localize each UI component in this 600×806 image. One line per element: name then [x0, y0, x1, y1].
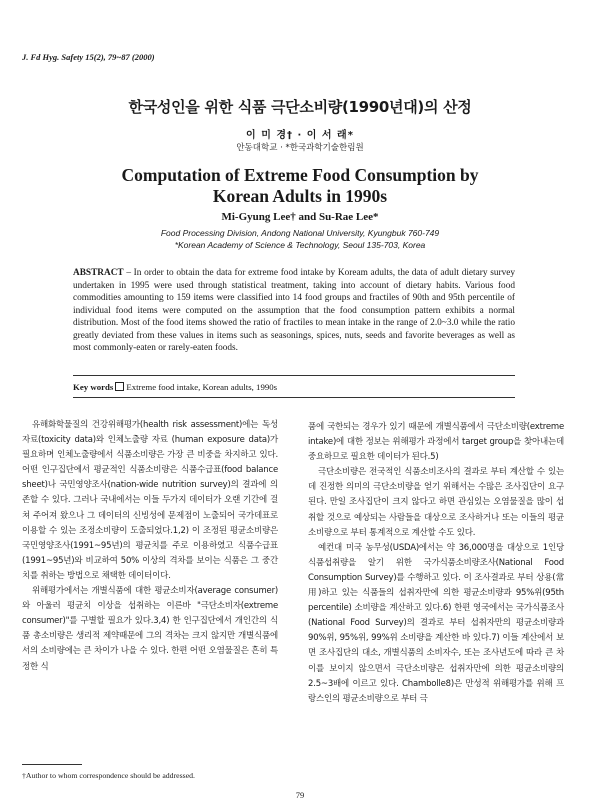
english-title — [0, 165, 600, 207]
footnote-rule — [22, 764, 82, 765]
keywords-bottom-rule — [73, 397, 515, 398]
footnote: †Author to whom correspondence should be addressed. — [22, 771, 196, 780]
abstract-label: ABSTRACT — [73, 268, 124, 278]
english-title-line2: Korean Adults in 1990s — [212, 186, 388, 206]
korean-title: 한국성인을 위한 식품 극단소비량(1990년대)의 산정 — [128, 98, 472, 116]
affiliation-line1: Food Processing Division, Andong National University, Kyungbuk 760-749 — [160, 228, 440, 238]
left-column — [22, 418, 278, 675]
right-column — [308, 420, 564, 707]
keywords-text: Extreme food intake, Korean adults, 1990s — [126, 382, 278, 392]
english-authors: Mi-Gyung Lee† and Su-Rae Lee* — [221, 211, 379, 223]
korean-authors: 이 미 경† · 이 서 래* — [246, 130, 354, 141]
right-paragraph-2: 극단소비량은 전국적인 식품소비조사의 결과로 부터 계산할 수 있는데 진정한 의미의 극단소비량을 얻기 위해서는 수많은 조사집단이 요구된다. 만일 조사집단이 크지 않다고 하면 관심있는 오염물질을 많이 섭취할 것으로 예상되는 사람들을 대상으로 조사하거나 또는 이들의 평균소비량으로 부터 통계적으로 계산할 수도 있다. — [308, 467, 564, 538]
page-number: 79 — [295, 790, 305, 800]
abstract — [73, 267, 515, 355]
keywords-label: Key words — [73, 382, 114, 392]
keywords — [73, 382, 515, 392]
journal-citation: J. Fd Hyg. Safety 15(2), 79~87 (2000) — [22, 52, 155, 62]
left-paragraph-1: 유해화학물질의 건강위해평가(health risk assessment)에는 독성자료(toxicity data)와 인체노출량 자료 (human exposure data)가 필요하며 인체노출량에서 식품소비량은 가장 큰 비중을 차지하고 있다. 어떤 인구집단에서 평균적인 식품소비량은 식품수급표(food balance sheet)나 국민영양조사(nation-wide nutrition survey)의 결과에 의존할 수 있다. 그러나 국내에서는 이들 두가지 데이터가 오랜 기간에 걸쳐 주어져 왔으나 그 데이터의 신빙성에 문제점이 노출되어 국가데표로 이용할 수 있는 조정소비량이 도출되었다.1,2) 이 조정된 평균소비량은 국민영양조사(1991~95년)의 평균치를 주로 이용하였고 식품수급표(1991~95년)와 비교하여 50% 이상의 격차를 보이는 식품은 그 중간치를 취하는 방법으로 채택한 데이터이다. — [22, 420, 278, 581]
english-affiliation — [0, 227, 600, 251]
right-paragraph-3: 예컨대 미국 농무성(USDA)에서는 약 36,000명을 대상으로 1인당 식품섭취량을 알기 위한 국가식품소비량조사(National Food Consumption Survey)를 수행하고 있다. 이 조사결과로 부터 상용(常用)하고 있는 식품들의 섭취자만에 의한 평균소비량과 95%위(95th percentile) 소비량을 계산하고 있다.6) 한편 영국에서는 국가식품조사(National Food Survey)의 결과로 부터 섭취자만의 평균소비량과 90%위, 95%위, 99%위 소비량을 계산한 바 있다.7) 이들 계산에서 보면 조사집단의 대소, 개별식품의 소비자수, 또는 조사년도에 따라 큰 차이를 보이지 않으면서 극단소비량은 섭취자만에 의한 평균소비량의 2.5~3배에 이르고 있다. Chambolle8)은 만성적 위해평가를 위해 프랑스인의 평균소비량으로 부터 극 — [308, 542, 564, 704]
left-paragraph-2: 위해평가에서는 개별식품에 대한 평균소비자(average consumer)와 아울러 평균치 이상을 섭취하는 이른바 "극단소비자(extreme consumer)"를 구별할 필요가 있다.3,4) 한 인구집단에서 개인간의 식품 총소비량은 생리적 제약때문에 그의 격차는 크지 않지만 개별식품에서의 소비량에는 큰 차이가 나을 수 있다. 한편 어떤 오염물질은 흔히 특정한 식 — [22, 586, 278, 672]
keywords-top-rule — [73, 375, 515, 376]
affiliation-line2: *Korean Academy of Science & Technology, Seoul 135-703, Korea — [174, 240, 426, 250]
korean-affiliation: 안동대학교 · *한국과학기술한림원 — [236, 143, 364, 153]
english-title-line1: Computation of Extreme Food Consumption by — [121, 165, 479, 185]
right-paragraph-1: 품에 국한되는 경우가 있기 때문에 개별식품에서 극단소비량(extreme intake)에 대한 정보는 위해평가 과정에서 target group을 찾아내는데 중요하므로 필요한 데이터가 된다.5) — [308, 422, 564, 463]
checkbox-icon — [115, 382, 124, 391]
abstract-text: – In order to obtain the data for extreme food intake by Koream adults, the data of adult dietary survey undertaken in 1995 were used through statistical treatment, taking into account of dietary habits. Various food commodities amounting to 159 items were classified into 14 food groups and fractiles of 90th and 95th percentile of individual food items were computed on the assumption that the food consumption pattern exhibits a normal distribution. Most of the food items showed the ratio of fractiles to mean intake in the range of 2.0~3.0 while the ratio greatly deviated from these values in items such as seasonings, spices, nuts, seeds and favorite beverages as well as most commonly-eaten or rarely-eaten foods. — [73, 268, 515, 353]
